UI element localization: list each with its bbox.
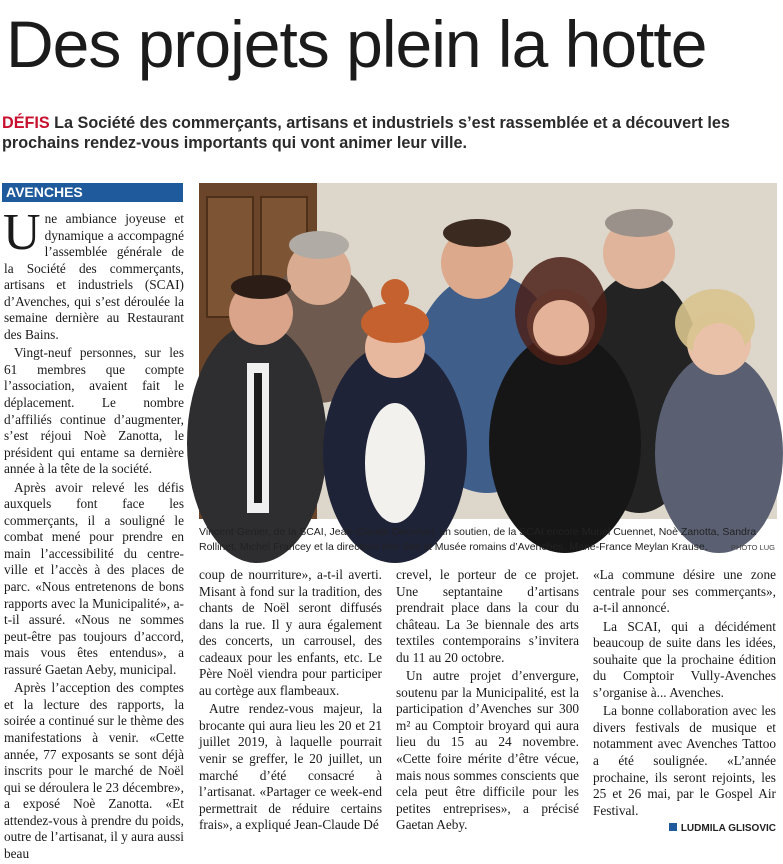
byline [593, 821, 776, 838]
paragraph: La bonne collaboration avec les divers festivals de musique et notamment avec Avenches Tattoo a été soulignée. «L’année prochaine, ils seront rejoints, les 25 et 26 mai, par le Gospel Air Festival. [593, 703, 776, 818]
paragraph: coup de nourriture», a-t-il averti. Misant à fond sur la tradition, des chants de Noël seront diffusés dans la rue. Il y aura également des concerts, un carrousel, des cadeaux pour les enfants, etc. Le Père Noël viendra pour participer au cortège aux flambeaux. [199, 567, 382, 698]
article-column-3 [396, 567, 579, 836]
standfirst [2, 113, 780, 153]
byline-square-icon [669, 823, 677, 831]
paragraph: Après avoir relevé les défis auxquels font face les commerçants, il a souligné le combat mené pour prendre en main l’accessibilité du centre-ville et l’accès à des places de parc. «Nous entretenons de bons rapports avec la Municipalité», a-t-il assuré. «Nous ne sommes peut-être pas toujours d’accord, mais vous êtes entendus», a rassuré Gaetan Aeby, municipal. [4, 479, 184, 677]
paragraph: Autre rendez-vous majeur, la brocante qui aura lieu les 20 et 21 juillet 2019, à laquelle pourrait venir se greffer, le 20 juillet, un marché d’été consacré à l’artisanat. «Partager ce week-end permettrait de réduire certains frais», a expliqué Jean-Claude Dé [199, 701, 382, 833]
paragraph: Vingt-neuf personnes, sur les 61 membres que compte l’association, avaient fait le déplacement. Le nombre d’affiliés continue d’augmenter, s’est réjoui Noè Zanotta, le président qui entame sa dernière année à la tête de la société. [4, 345, 184, 477]
paragraph: La SCAI, qui a décidément beaucoup de suite dans les idées, souhaite que la prochaine édition du Comptoir Vully-Avenches s’organise à... Avenches. [593, 618, 776, 700]
paragraph: crevel, le porteur de ce projet. Une septantaine d’artisans prendrait place dans la cour du château. La 3e biennale des arts textiles contemporains s’invitera du 11 au 20 octobre. [396, 567, 579, 665]
section-tag: AVENCHES [2, 183, 183, 202]
article-column-1 [3, 204, 184, 864]
paragraph [3, 204, 184, 343]
paragraph: Un autre projet d’envergure, soutenu par la Municipalité, est la participation d’Avenches sur 300 m² au Comptoir broyard qui aura lieu du 15 au 24 novembre. «Cette foire mérite d’être vécue, mais nous sommes conscients que cela peut être difficile pour les petites entreprises», a précisé Gaetan Aeby. [396, 668, 579, 833]
photo-credit: PHOTO LUG [730, 543, 775, 552]
photo-caption: Vincent Genier, de la SCAI, Jean-Claude Décrevel, un soutien, de la SCAI encore Muriel Cuennet, Noè Zanotta, Sandra Rollinet, Michel Francey et la directrice des Site et Musée romains d’Avenches, Marie-France Meylan Krause. [199, 526, 757, 553]
author-name: LUDMILA GLISOVIC [680, 823, 776, 835]
standfirst-text: La Société des commerçants, artisans et industriels s’est rassemblée et a découvert les prochains rendez-vous importants qui vont animer leur ville. [2, 114, 730, 152]
paragraph-text: ne ambiance joyeuse et dynamique a accompagné l’assemblée générale de la Société des commerçants, artisans et industriels (SCAI) d’Avenches, qui s’est déroulée la semaine dernière au Restaurant des Bains. [4, 211, 184, 342]
article-column-4 [593, 567, 776, 838]
paragraph: Après l’acception des comptes et la lecture des rapports, la soirée a continué sur le thème des manifestations à venir. «Cette année, 77 exposants se sont déjà inscrits pour le marché de Noël qui se déroulera le 23 décembre», a exposé Noè Zanotta. «Et attendez-vous à prendre du poids, outre de l’artisanat, il y aura aussi beau [4, 680, 184, 861]
article-column-2 [199, 567, 382, 836]
article-photo [199, 183, 777, 519]
kicker-label: DÉFIS [2, 114, 50, 132]
page-title: Des projets plein la hotte [6, 7, 707, 81]
drop-cap: U [3, 204, 41, 261]
group-photo-illustration [199, 183, 777, 519]
paragraph: «La commune désire une zone centrale pour ses commerçants», a-t-il annoncé. [593, 567, 776, 616]
